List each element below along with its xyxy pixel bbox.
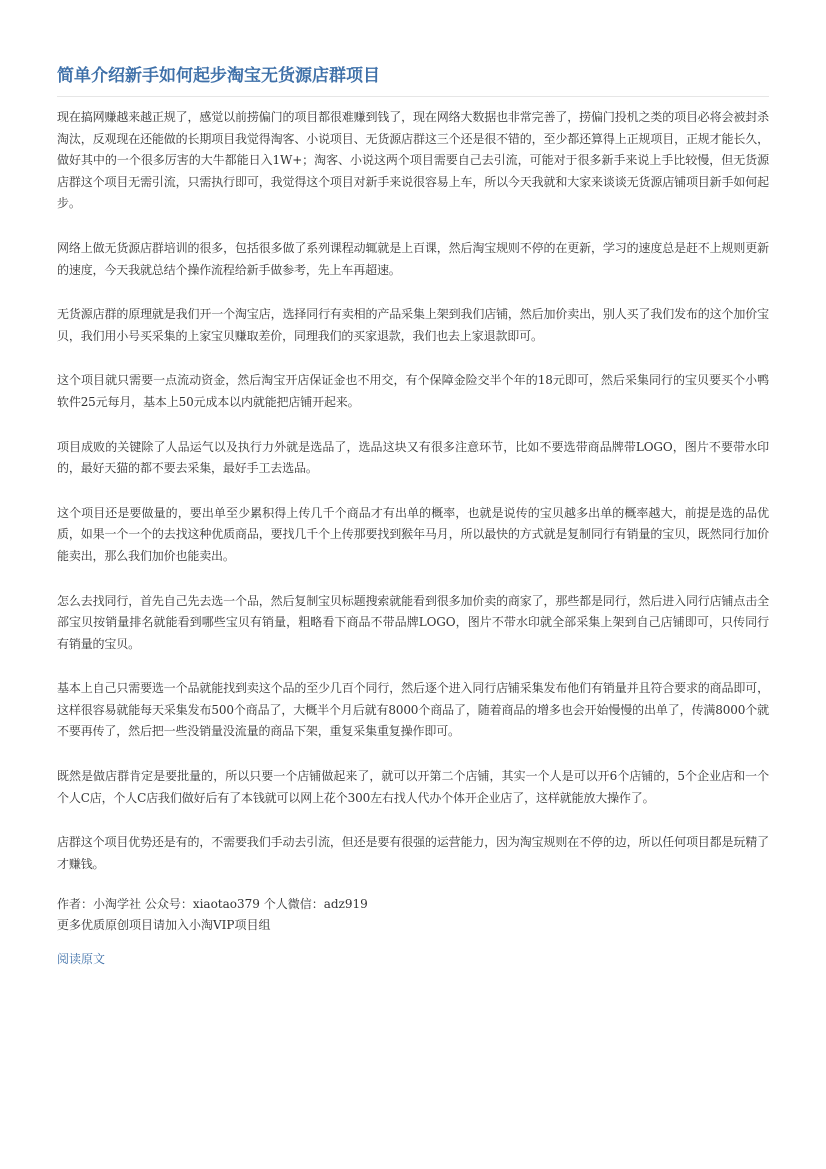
paragraph: 既然是做店群肯定是要批量的，所以只要一个店铺做起来了，就可以开第二个店铺，其实一个人是可以开6个店铺的，5个企业店和一个个人C店，个人C店我们做好后有了本钱就可以网上花个300左右找人代办个体开企业店了，这样就能放大操作了。 bbox=[57, 769, 769, 805]
paragraph: 现在搞网赚越来越正规了，感觉以前捞偏门的项目都很难赚到钱了，现在网络大数据也非常完善了，捞偏门投机之类的项目必将会被封杀淘汰，反观现在还能做的长期项目我觉得淘客、小说项目、无货源店群这三个还是很不错的，至少都还算得上正规项目，正规才能长久，做好其中的一个很多厉害的大牛都能日入1W+；淘客、小说这两个项目需要自己去引流，可能对于很多新手来说上手比较慢，但无货源店群这个项目无需引流，只需执行即可，我觉得这个项目对新手来说很容易上车，所以今天我就和大家来谈谈无货源店铺项目新手如何起步。 bbox=[57, 110, 769, 211]
paragraph: 基本上自己只需要选一个品就能找到卖这个品的至少几百个同行，然后逐个进入同行店铺采集发布他们有销量并且符合要求的商品即可，这样很容易就能每天采集发布500个商品了，大概半个月后就有8000个商品了，随着商品的增多也会开始慢慢的出单了，传满8000个就不要再传了，然后把一些没销量没流量的商品下架，重复采集重复操作即可。 bbox=[57, 681, 769, 739]
paragraph: 这个项目就只需要一点流动资金，然后淘宝开店保证金也不用交，有个保障金险交半个年的18元即可，然后采集同行的宝贝要买个小鸭软件25元每月，基本上50元成本以内就能把店铺开起来。 bbox=[57, 373, 769, 409]
article bbox=[57, 62, 769, 968]
paragraph: 这个项目还是要做量的，要出单至少累积得上传几千个商品才有出单的概率，也就是说传的宝贝越多出单的概率越大，前提是选的品优质，如果一个一个的去找这种优质商品，要找几千个上传那要找到猴年马月，所以最快的方式就是复制同行有销量的宝贝，既然同行加价能卖出，那么我们加价也能卖出。 bbox=[57, 505, 769, 563]
paragraph: 怎么去找同行，首先自己先去选一个品，然后复制宝贝标题搜索就能看到很多加价卖的商家了，那些都是同行，然后进入同行店铺点击全部宝贝按销量排名就能看到哪些宝贝有销量，粗略看下商品不带品牌LOGO，图片不带水印就全部采集上架到自己店铺即可，只传同行有销量的宝贝。 bbox=[57, 593, 769, 651]
paragraph: 网络上做无货源店群培训的很多，包括很多做了系列课程动辄就是上百课，然后淘宝规则不停的在更新，学习的速度总是赶不上规则更新的速度，今天我就总结个操作流程给新手做参考，先上车再超速。 bbox=[57, 240, 769, 277]
promo-line: 更多优质原创项目请加入小淘VIP项目组 bbox=[57, 918, 271, 933]
paragraph: 项目成败的关键除了人品运气以及执行力外就是选品了，选品这块又有很多注意环节，比如不要选带商品牌带LOGO，图片不要带水印的，最好天猫的都不要去采集，最好手工去选品。 bbox=[57, 439, 769, 476]
author-line: 作者：小淘学社 公众号：xiaotao379 个人微信：adz919 bbox=[57, 897, 368, 912]
article-title: 简单介绍新手如何起步淘宝无货源店群项目 bbox=[57, 62, 769, 97]
read-original-link[interactable]: 阅读原文 bbox=[57, 952, 106, 967]
article-body bbox=[57, 107, 769, 968]
paragraph: 店群这个项目优势还是有的，不需要我们手动去引流，但还是要有很强的运营能力，因为淘宝规则在不停的边，所以任何项目都是玩精了才赚钱。 bbox=[57, 835, 769, 871]
paragraph: 无货源店群的原理就是我们开一个淘宝店，选择同行有卖相的产品采集上架到我们店铺，然后加价卖出，别人买了我们发布的这个加价宝贝，我们用小号买采集的上家宝贝赚取差价，同理我们的买家退款，我们也去上家退款即可。 bbox=[57, 307, 769, 343]
author-info bbox=[57, 894, 769, 936]
